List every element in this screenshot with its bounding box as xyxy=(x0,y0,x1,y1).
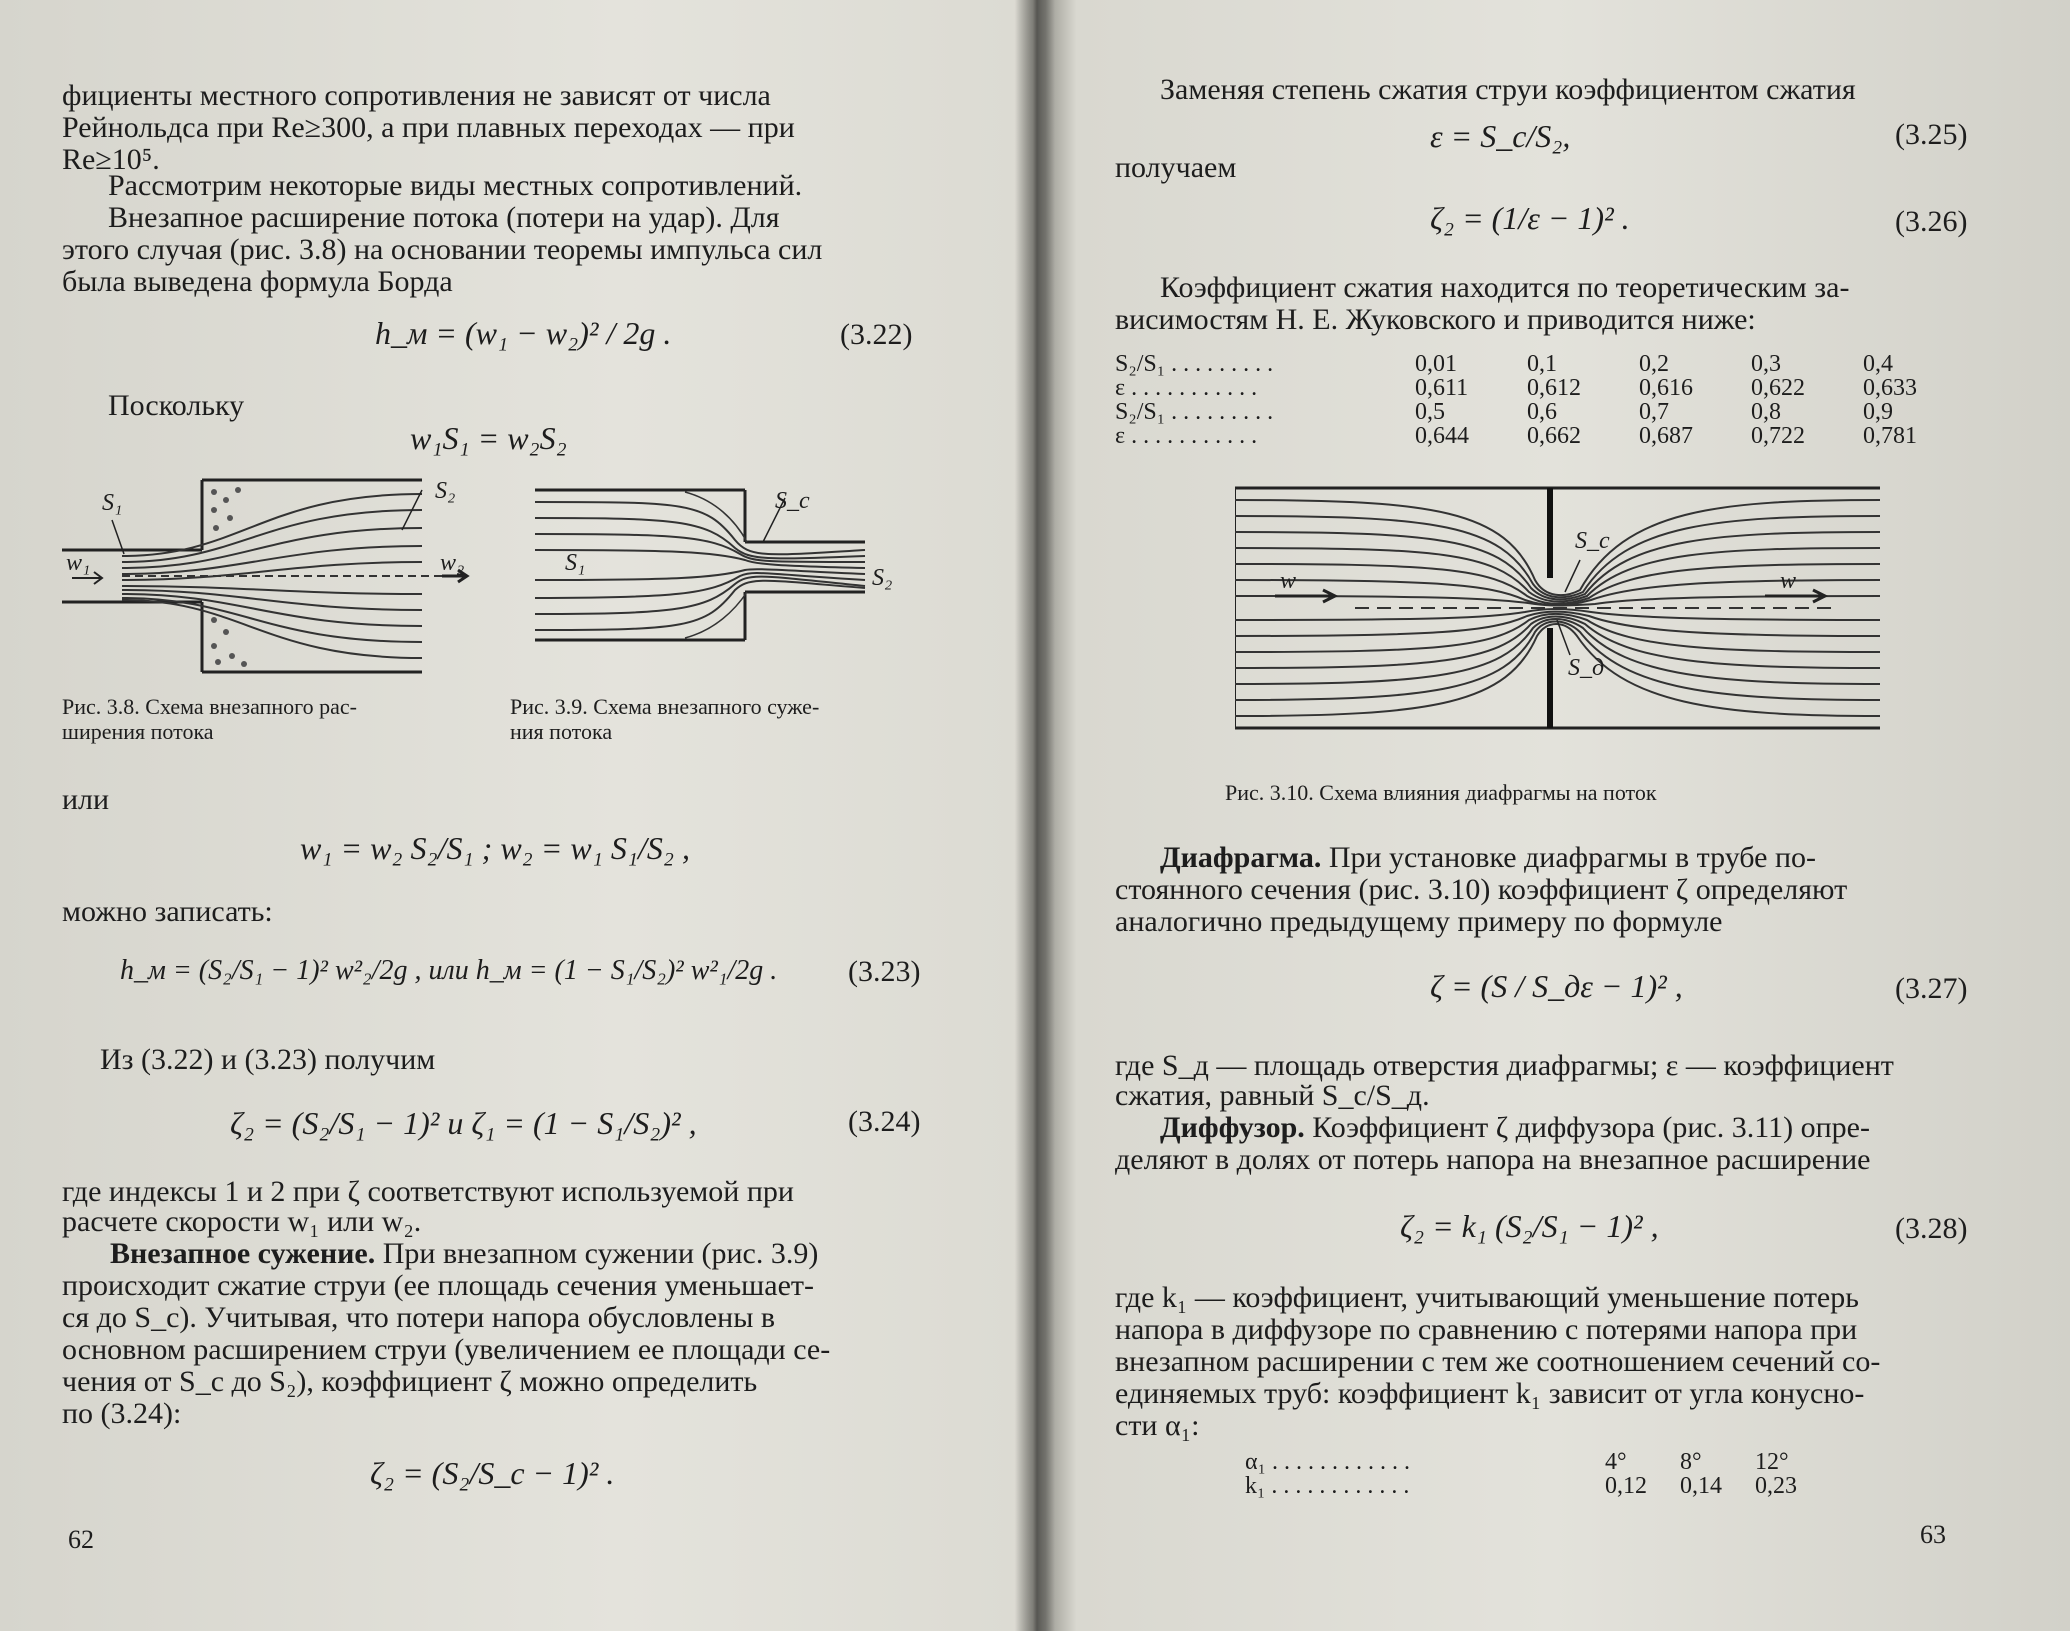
text-line: где S_д — площадь отверстия диафрагмы; ε — коэффициент xyxy=(1115,1049,1894,1082)
table-cell: ε . . . . . . . . . . . xyxy=(1115,375,1258,401)
right-page xyxy=(1040,0,2070,1631)
paragraph-sudden-contraction xyxy=(110,1238,818,1270)
formula-3-22: h_м = (w₁ − w₂)² / 2g . xyxy=(375,315,672,351)
label-w-out: w xyxy=(1780,568,1797,594)
text-line: где индексы 1 и 2 при ζ соответствуют используемой при xyxy=(62,1175,794,1208)
table-cell: 0,1 xyxy=(1527,351,1557,377)
text-line: где k₁ — коэффициент, учитывающий уменьшение потерь xyxy=(1115,1281,1859,1314)
table-cell: 0,12 xyxy=(1605,1473,1647,1499)
table-cell: 0,9 xyxy=(1863,399,1893,425)
table-row xyxy=(1115,352,1917,376)
table-row xyxy=(1115,424,1917,448)
table-cell: 0,644 xyxy=(1415,423,1469,449)
left-page xyxy=(0,0,1030,1631)
formula-3-26: ζ₂ = (1/ε − 1)² . xyxy=(1430,200,1630,236)
label-sc: S_c xyxy=(1575,528,1610,554)
text-line: расчете скорости w₁ или w₂. xyxy=(62,1205,422,1238)
figure-caption: Рис. 3.9. Схема внезапного суже- xyxy=(510,694,820,719)
paragraph-diffuser xyxy=(1160,1112,1870,1144)
table-cell: 0,01 xyxy=(1415,351,1457,377)
label-s1: S₁ xyxy=(102,490,123,516)
text-line: внезапном расширении с тем же соотношением сечений со- xyxy=(1115,1345,1881,1378)
text-line: основном расширением струи (увеличением ее площади се- xyxy=(62,1333,831,1366)
label-w2: w₂ xyxy=(440,550,465,576)
table-cell: 0,7 xyxy=(1639,399,1669,425)
formula-3-27: ζ = (S / S_дε − 1)² , xyxy=(1430,968,1683,1004)
table-cell: S₂/S₁ . . . . . . . . . xyxy=(1115,351,1274,377)
equation-number: (3.28) xyxy=(1895,1212,1968,1245)
table-cell: 0,8 xyxy=(1751,399,1781,425)
figure-3-8-sudden-expansion xyxy=(62,470,482,680)
formula-3-24: ζ₂ = (S₂/S₁ − 1)² и ζ₁ = (1 − S₁/S₂)² , xyxy=(230,1105,697,1141)
table-cell: 0,722 xyxy=(1751,423,1805,449)
label-sd: S_д xyxy=(1568,655,1605,681)
figure-caption: ния потока xyxy=(510,719,613,744)
page-number: 62 xyxy=(68,1525,94,1554)
text-line: висимостям Н. Е. Жуковского и приводится ниже: xyxy=(1115,303,1756,336)
text-line: или xyxy=(62,783,110,816)
text-line: Re≥10⁵. xyxy=(62,143,160,176)
table-cell: 0,5 xyxy=(1415,399,1445,425)
table-cell: α₁ . . . . . . . . . . . . xyxy=(1245,1449,1410,1475)
table-cell: 0,2 xyxy=(1639,351,1669,377)
label-w1: w₁ xyxy=(66,550,91,576)
text-line: Рассмотрим некоторые виды местных сопротивлений. xyxy=(108,169,803,202)
table-cell: 0,14 xyxy=(1680,1473,1722,1499)
label-w-in: w xyxy=(1280,568,1297,594)
equation-number: (3.22) xyxy=(840,318,913,351)
label-s1: S₁ xyxy=(565,550,586,576)
text-line: сти α₁: xyxy=(1115,1409,1200,1442)
figure-caption: Рис. 3.10. Схема влияния диафрагмы на поток xyxy=(1225,780,1657,805)
text-line: Из (3.22) и (3.23) получим xyxy=(100,1043,436,1076)
formula-velocity: w₁ = w₂ S₂/S₁ ; w₂ = w₁ S₁/S₂ , xyxy=(300,830,690,866)
text-line: чения от S_c до S₂), коэффициент ζ можно определить xyxy=(62,1365,758,1398)
text-line: этого случая (рис. 3.8) на основании теоремы импульса сил xyxy=(62,233,823,266)
table-cell: 0,6 xyxy=(1527,399,1557,425)
table-cell: 0,611 xyxy=(1415,375,1469,401)
contraction-coefficient-table xyxy=(1115,352,1917,448)
text-line: ся до S_c). Учитывая, что потери напора обусловлены в xyxy=(62,1301,776,1334)
heading-sudden-contraction: Внезапное сужение. xyxy=(110,1237,376,1270)
figure-caption: Рис. 3.8. Схема внезапного рас- xyxy=(62,694,357,719)
heading-diffuser: Диффузор. xyxy=(1160,1111,1305,1144)
formula-zeta2-contraction: ζ₂ = (S₂/S_c − 1)² . xyxy=(370,1455,615,1491)
table-cell: 0,662 xyxy=(1527,423,1581,449)
figure-caption: ширения потока xyxy=(62,719,214,744)
text-line: сжатия, равный S_c/S_д. xyxy=(1115,1079,1430,1112)
table-cell: 0,23 xyxy=(1755,1473,1797,1499)
table-row xyxy=(1115,400,1917,424)
table-cell: k₁ . . . . . . . . . . . . xyxy=(1245,1473,1410,1499)
diffuser-coefficient-table xyxy=(1245,1450,1797,1498)
text-line: по (3.24): xyxy=(62,1397,182,1430)
table-row xyxy=(1115,376,1917,400)
figure-3-10-diaphragm xyxy=(1235,480,1885,740)
table-cell: 4° xyxy=(1605,1449,1627,1475)
text-line: Поскольку xyxy=(108,389,245,422)
formula-continuity: w₁S₁ = w₂S₂ xyxy=(410,420,567,456)
table-cell: 0,612 xyxy=(1527,375,1581,401)
formula-3-28: ζ₂ = k₁ (S₂/S₁ − 1)² , xyxy=(1400,1208,1659,1244)
paragraph-diaphragm xyxy=(1160,842,1816,874)
figure-3-9-sudden-contraction xyxy=(535,480,880,650)
text-line: Внезапное расширение потока (потери на удар). Для xyxy=(108,201,780,234)
table-cell: 0,781 xyxy=(1863,423,1917,449)
text-line: единяемых труб: коэффициент k₁ зависит от угла конусно- xyxy=(1115,1377,1865,1410)
equation-number: (3.23) xyxy=(848,955,921,988)
table-cell: 0,4 xyxy=(1863,351,1893,377)
text-line: Коэффициент ζ диффузора (рис. 3.11) опре- xyxy=(1304,1111,1870,1144)
table-cell: 0,622 xyxy=(1751,375,1805,401)
text-line: можно записать: xyxy=(62,895,273,928)
text-line: При внезапном сужении (рис. 3.9) xyxy=(375,1237,819,1270)
text-line: Коэффициент сжатия находится по теоретическим за- xyxy=(1160,271,1850,304)
page-number: 63 xyxy=(1920,1520,1946,1549)
text-line: напора в диффузоре по сравнению с потерями напора при xyxy=(1115,1313,1858,1346)
formula-3-23: h_м = (S₂/S₁ − 1)² w²₂/2g , или h_м = (1 − S₁/S₂)² w²₁/2g . xyxy=(120,955,778,986)
table-cell: 0,3 xyxy=(1751,351,1781,377)
text-line: происходит сжатие струи (ее площадь сечения уменьшает- xyxy=(62,1269,815,1302)
text-line: стоянного сечения (рис. 3.10) коэффициент ζ определяют xyxy=(1115,873,1848,906)
text-line: деляют в долях от потерь напора на внезапное расширение xyxy=(1115,1143,1871,1176)
table-cell: 8° xyxy=(1680,1449,1702,1475)
equation-number: (3.24) xyxy=(848,1105,921,1138)
table-cell: 0,633 xyxy=(1863,375,1917,401)
table-row xyxy=(1245,1450,1797,1474)
text-line: При установке диафрагмы в трубе по- xyxy=(1321,841,1817,874)
text-line: аналогично предыдущему примеру по формуле xyxy=(1115,905,1723,938)
equation-number: (3.26) xyxy=(1895,205,1968,238)
table-cell: 12° xyxy=(1755,1449,1789,1475)
text-line: была выведена формула Борда xyxy=(62,265,453,298)
heading-diaphragm: Диафрагма. xyxy=(1160,841,1322,874)
text-line: получаем xyxy=(1115,151,1237,184)
equation-number: (3.27) xyxy=(1895,972,1968,1005)
table-cell: 0,616 xyxy=(1639,375,1693,401)
table-row xyxy=(1245,1474,1797,1498)
label-s2: S₂ xyxy=(872,565,893,591)
table-cell: ε . . . . . . . . . . . xyxy=(1115,423,1258,449)
table-cell: 0,687 xyxy=(1639,423,1693,449)
formula-3-25: ε = S_c/S₂, xyxy=(1430,118,1571,154)
table-cell: S₂/S₁ . . . . . . . . . xyxy=(1115,399,1274,425)
text-line: Рейнольдса при Re≥300, а при плавных переходах — при xyxy=(62,111,795,144)
equation-number: (3.25) xyxy=(1895,118,1968,151)
text-line: фициенты местного сопротивления не зависят от числа xyxy=(62,79,771,112)
text-line: Заменяя степень сжатия струи коэффициентом сжатия xyxy=(1160,73,1856,106)
label-s2: S₂ xyxy=(435,478,456,504)
label-sc: S_c xyxy=(775,488,810,514)
